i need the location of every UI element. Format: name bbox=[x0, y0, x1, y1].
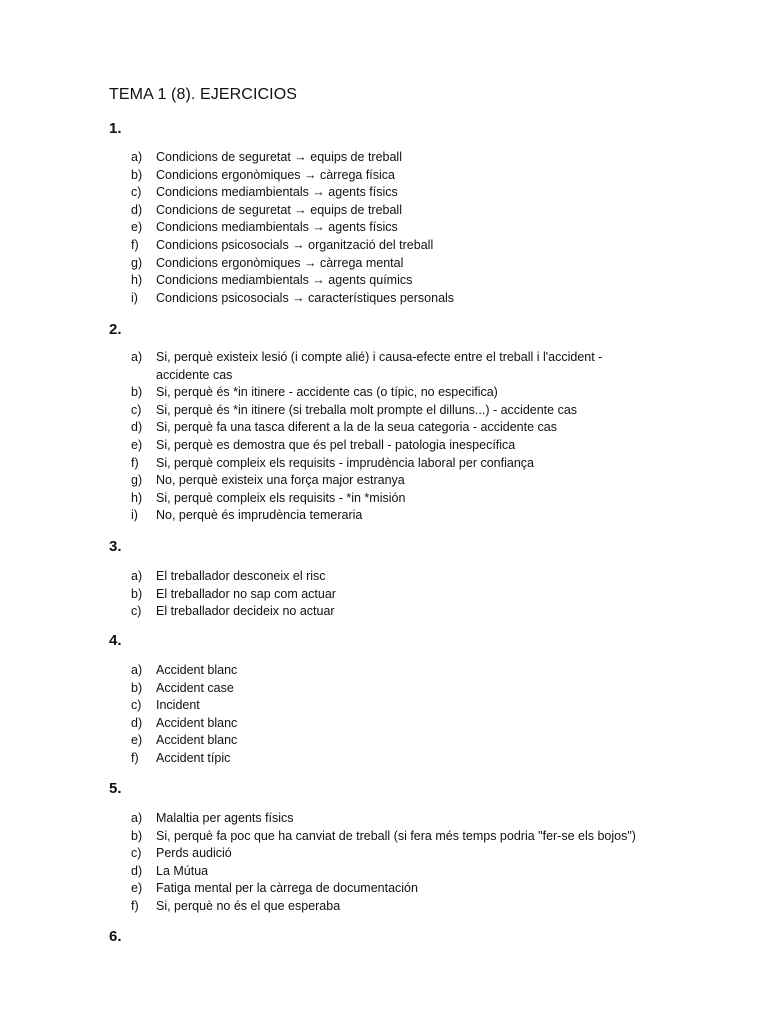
answer-item bbox=[131, 568, 656, 586]
answer-item bbox=[131, 586, 656, 604]
item-text: Condicions mediambientals → agents químics bbox=[156, 273, 413, 288]
item-text: Condicions psicosocials → característiques personals bbox=[156, 290, 455, 305]
item-letter: d) bbox=[131, 863, 143, 878]
item-letter: g) bbox=[131, 473, 143, 488]
answer-item bbox=[131, 167, 656, 185]
answer-item bbox=[131, 750, 656, 768]
section-number-6: 6. bbox=[109, 928, 122, 945]
item-letter: a) bbox=[131, 150, 143, 164]
answer-item bbox=[131, 880, 716, 898]
item-text: Condicions de seguretat → equips de treball bbox=[156, 150, 402, 164]
item-text: Malaltia per agents físics bbox=[156, 811, 294, 825]
item-text: Si, perquè compleix els requisits - *in *misión bbox=[156, 490, 406, 505]
item-letter: c) bbox=[131, 698, 142, 713]
item-text: Si, perquè es demostra que és pel treball - patologia inespecífica bbox=[156, 437, 516, 452]
answer-item bbox=[131, 697, 656, 715]
item-text: Perds audició bbox=[156, 846, 232, 861]
answer-item bbox=[131, 402, 656, 420]
item-text: Si, perquè existeix lesió (i compte alié) i causa-efecte entre el treball i l'accident - accidente cas bbox=[156, 350, 603, 382]
answer-item bbox=[131, 419, 656, 437]
page-title: TEMA 1 (8). EJERCICIOS bbox=[109, 86, 298, 103]
answer-item bbox=[131, 472, 656, 490]
answer-item bbox=[131, 662, 656, 680]
answer-list-4 bbox=[131, 662, 656, 768]
item-letter: e) bbox=[131, 220, 143, 235]
item-letter: f) bbox=[131, 237, 139, 252]
answer-item bbox=[131, 384, 656, 402]
section-number-3: 3. bbox=[109, 538, 122, 555]
item-letter: d) bbox=[131, 420, 143, 435]
answer-item bbox=[131, 863, 716, 881]
section-number-4: 4. bbox=[109, 632, 122, 649]
item-letter: e) bbox=[131, 881, 143, 896]
answer-item bbox=[131, 490, 656, 508]
item-letter: d) bbox=[131, 202, 143, 217]
answer-item bbox=[131, 810, 716, 828]
item-text: Si, perquè fa poc que ha canviat de treball (si fera més temps podria "fer-se els bojos") bbox=[156, 828, 636, 843]
item-text: Si, perquè fa una tasca diferent a la de la seua categoria - accidente cas bbox=[156, 420, 557, 435]
section-number-1: 1. bbox=[109, 120, 122, 137]
item-text: No, perquè és imprudència temeraria bbox=[156, 508, 363, 523]
item-letter: f) bbox=[131, 455, 139, 470]
item-letter: a) bbox=[131, 663, 143, 677]
item-letter: c) bbox=[131, 402, 142, 417]
answer-item bbox=[131, 272, 656, 290]
item-text: Si, perquè és *in itinere - accidente cas (o típic, no especifica) bbox=[156, 385, 498, 400]
section-number-2: 2. bbox=[109, 321, 122, 338]
item-text: Condicions mediambientals → agents físics bbox=[156, 185, 398, 200]
item-letter: b) bbox=[131, 828, 143, 843]
answer-list-2 bbox=[131, 349, 656, 525]
answer-item bbox=[131, 219, 656, 237]
answer-item bbox=[131, 715, 656, 733]
item-text: Fatiga mental per la càrrega de documentación bbox=[156, 881, 418, 896]
item-letter: d) bbox=[131, 715, 143, 730]
item-letter: c) bbox=[131, 604, 142, 619]
item-letter: e) bbox=[131, 733, 143, 748]
answer-item bbox=[131, 437, 656, 455]
item-letter: b) bbox=[131, 167, 143, 182]
answer-item bbox=[131, 290, 656, 308]
answer-item bbox=[131, 184, 656, 202]
answer-item bbox=[131, 455, 656, 473]
item-letter: a) bbox=[131, 350, 143, 364]
answer-item bbox=[131, 202, 656, 220]
answer-item bbox=[131, 603, 656, 621]
item-letter: a) bbox=[131, 569, 143, 583]
answer-item bbox=[131, 828, 716, 846]
item-text: El treballador desconeix el risc bbox=[156, 569, 326, 583]
item-letter: c) bbox=[131, 185, 142, 200]
item-text: El treballador decideix no actuar bbox=[156, 604, 335, 619]
item-text: Accident blanc bbox=[156, 733, 238, 748]
item-letter: h) bbox=[131, 273, 143, 288]
item-text: Incident bbox=[156, 698, 200, 713]
item-letter: c) bbox=[131, 846, 142, 861]
item-text: Condicions ergonòmiques → càrrega mental bbox=[156, 255, 404, 270]
item-letter: a) bbox=[131, 811, 143, 825]
answer-item bbox=[131, 732, 656, 750]
item-text: Condicions de seguretat → equips de treball bbox=[156, 202, 402, 217]
item-letter: b) bbox=[131, 385, 143, 400]
item-text: No, perquè existeix una força major estranya bbox=[156, 473, 405, 488]
item-text: Si, perquè és *in itinere (si treballa molt prompte el dilluns...) - accidente cas bbox=[156, 402, 578, 417]
answer-item bbox=[131, 349, 656, 384]
item-letter: f) bbox=[131, 898, 139, 913]
item-letter: e) bbox=[131, 437, 143, 452]
item-letter: i) bbox=[131, 290, 138, 305]
answer-item bbox=[131, 255, 656, 273]
item-letter: f) bbox=[131, 750, 139, 765]
item-text: Accident típic bbox=[156, 750, 231, 765]
answer-item bbox=[131, 898, 716, 916]
answer-list-3 bbox=[131, 568, 656, 621]
item-text: La Mútua bbox=[156, 863, 209, 878]
item-text: Si, perquè no és el que esperaba bbox=[156, 898, 341, 913]
answer-item bbox=[131, 680, 656, 698]
answer-item bbox=[131, 237, 656, 255]
item-letter: h) bbox=[131, 490, 143, 505]
answer-item bbox=[131, 845, 716, 863]
item-text: Si, perquè compleix els requisits - imprudència laboral per confiança bbox=[156, 455, 534, 470]
answer-item bbox=[131, 507, 656, 525]
item-text: Condicions mediambientals → agents físics bbox=[156, 220, 398, 235]
item-letter: b) bbox=[131, 680, 143, 695]
item-text: Condicions ergonòmiques → càrrega física bbox=[156, 167, 396, 182]
item-letter: g) bbox=[131, 255, 143, 270]
item-letter: b) bbox=[131, 586, 143, 601]
item-letter: i) bbox=[131, 508, 138, 523]
item-text: Condicions psicosocials → organització del treball bbox=[156, 237, 434, 252]
item-text: El treballador no sap com actuar bbox=[156, 586, 336, 601]
item-text: Accident case bbox=[156, 680, 234, 695]
section-number-5: 5. bbox=[109, 780, 122, 797]
answer-list-1 bbox=[131, 149, 656, 307]
item-text: Accident blanc bbox=[156, 715, 238, 730]
answer-item bbox=[131, 149, 656, 167]
item-text: Accident blanc bbox=[156, 663, 238, 677]
answer-list-5 bbox=[131, 810, 716, 916]
